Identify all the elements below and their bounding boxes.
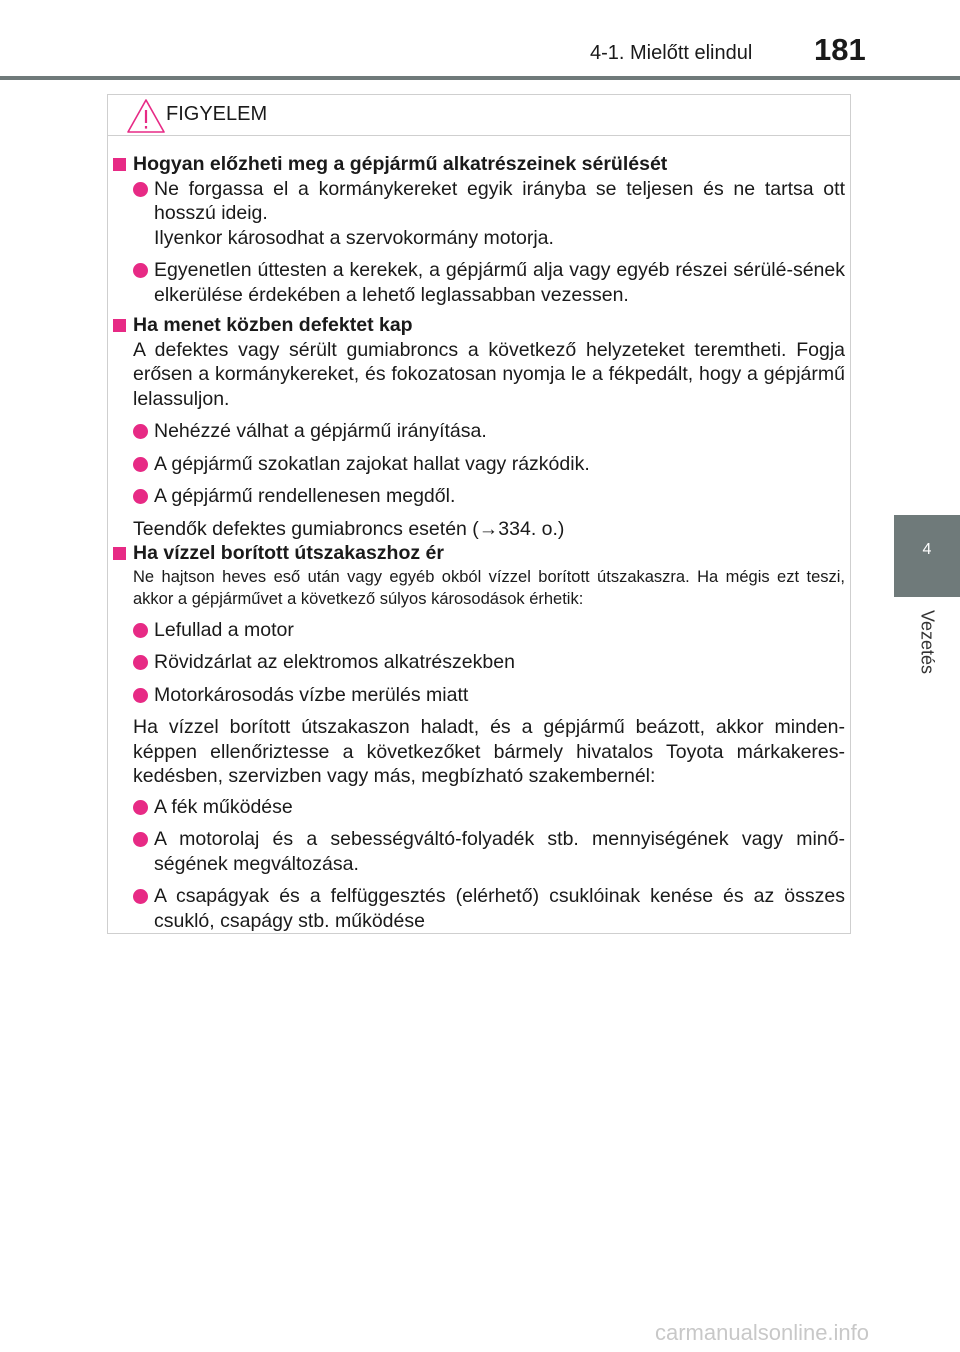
square-bullet-icon xyxy=(113,319,126,332)
list-item: A gépjármű rendellenesen megdől. xyxy=(113,484,845,509)
bullet-icon xyxy=(133,182,148,197)
caution-body xyxy=(113,152,845,933)
bullet-icon xyxy=(133,832,148,847)
bullet-icon xyxy=(133,800,148,815)
list-item: A motorolaj és a sebességváltó-folyadék stb. mennyiségének vagy minő-ségének megváltozása. xyxy=(113,827,845,876)
bullet-icon xyxy=(133,889,148,904)
bullet-icon xyxy=(133,424,148,439)
page-reference[interactable]: Teendők defektes gumiabroncs esetén (→334. o.) xyxy=(133,517,565,540)
section-heading: Ha vízzel borított útszakaszhoz ér xyxy=(113,541,845,566)
bullet-icon xyxy=(133,457,148,472)
section-heading: Hogyan előzheti meg a gépjármű alkatrészeinek sérülését xyxy=(113,152,845,177)
section-title: 4-1. Mielőtt elindul xyxy=(590,42,753,64)
bullet-icon xyxy=(133,489,148,504)
chapter-tab[interactable]: 4 xyxy=(894,515,960,597)
bullet-icon xyxy=(133,655,148,670)
caution-title: FIGYELEM xyxy=(166,103,268,125)
watermark: carmanualsonline.info xyxy=(655,1320,870,1345)
bullet-icon xyxy=(133,263,148,278)
list-item: A gépjármű szokatlan zajokat hallat vagy rázkódik. xyxy=(113,452,845,477)
paragraph: Ne hajtson heves eső után vagy egyéb okból vízzel borított útszakaszra. Ha mégis ezt teszi, akkor a gépjárművet a következő súlyos károsodások érhetik: xyxy=(133,567,845,608)
warning-triangle-icon xyxy=(126,98,166,134)
list-item: Ne forgassa el a kormánykereket egyik irányba se teljesen és ne tartsa ott hosszú ideig. Ilyenkor károsodhat a szervokormány motorja. xyxy=(113,177,845,251)
square-bullet-icon xyxy=(113,158,126,171)
chapter-label: Vezetés xyxy=(917,609,938,675)
square-bullet-icon xyxy=(113,547,126,560)
list-item: Rövidzárlat az elektromos alkatrészekben xyxy=(113,650,845,675)
list-item: A fék működése xyxy=(113,795,845,820)
caution-box xyxy=(107,94,851,934)
list-item: Nehézzé válhat a gépjármű irányítása. xyxy=(113,419,845,444)
paragraph: A defektes vagy sérült gumiabroncs a következő helyzeteket teremtheti. Fogja erősen a kormánykereket, és fokozatosan nyomja le a fékpedált, hogy a gépjármű lelassuljon. xyxy=(133,338,845,410)
section-heading: Ha menet közben defektet kap xyxy=(113,313,845,338)
bullet-icon xyxy=(133,688,148,703)
page-number: 181 xyxy=(814,32,866,67)
list-item: Lefullad a motor xyxy=(113,618,845,643)
header-divider xyxy=(0,76,960,80)
paragraph: Ha vízzel borított útszakaszon haladt, és a gépjármű beázott, akkor minden-képpen ellenőriztesse a következőket bármely hivatalos Toyota márkakeres-kedésben, szervizben vagy más, megbízható szakembernél: xyxy=(133,716,845,787)
list-item: A csapágyak és a felfüggesztés (elérhető) csuklóinak kenése és az összes csukló, csapágy stb. működése xyxy=(113,884,845,933)
list-item: Motorkárosodás vízbe merülés miatt xyxy=(113,683,845,708)
list-item: Egyenetlen úttesten a kerekek, a gépjármű alja vagy egyéb részei sérülé-sének elkerülése érdekében a lehető leglassabban vezessen. xyxy=(113,258,845,307)
bullet-icon xyxy=(133,623,148,638)
caution-header xyxy=(108,95,850,136)
